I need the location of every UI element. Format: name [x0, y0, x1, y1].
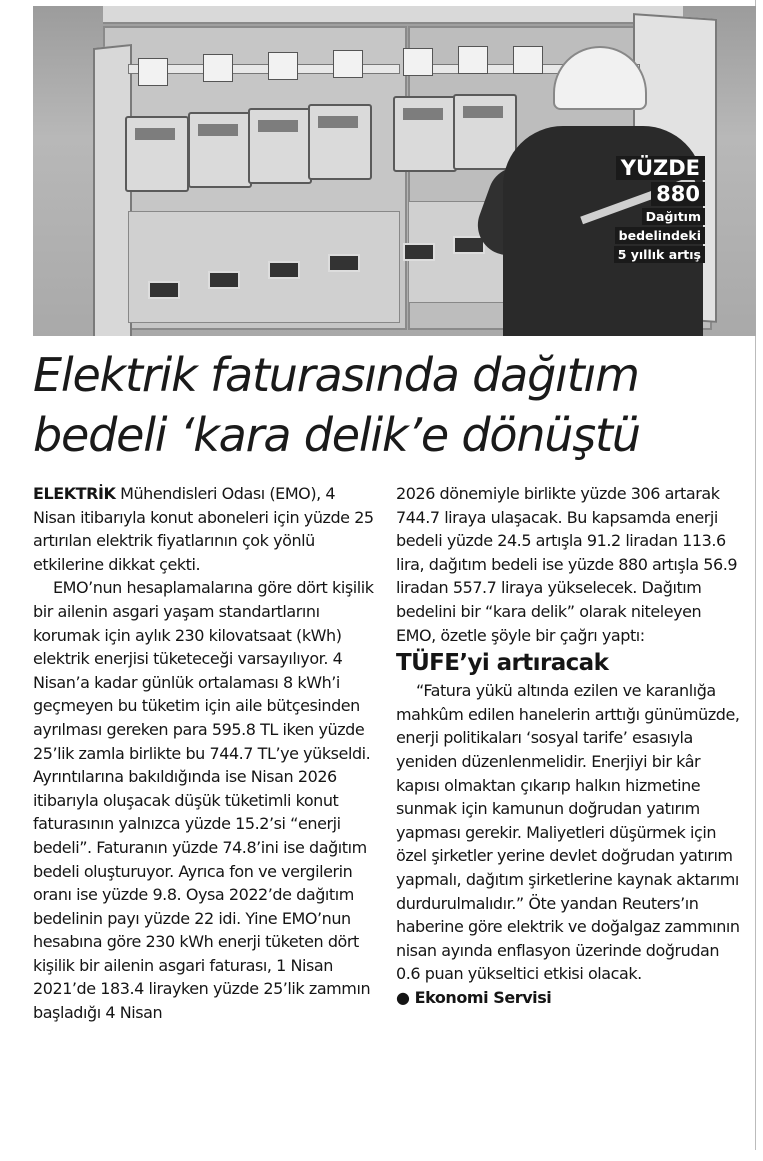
breaker: [458, 46, 488, 74]
electric-meter: [125, 116, 189, 192]
breaker: [403, 48, 433, 76]
article-paragraph: [33, 482, 378, 576]
article-paragraph: “Fatura yükü altında ezilen ve karanlığa mahkûm edilen hanelerin arttığı günümüzde, enerji politikaları ‘sosyal tarife’ esasıyla yeniden düzenlenmelidir. Enerjiyi bir kâr kapısı olmaktan çıkarıp halkın hizmetine sunmak için kamunun doğrudan yatırım yapması gerekir. Maliyetleri düşürmek için özel şirketler yerine devlet doğrudan yatırım yapmalı, dağıtım şirketlerine kaynak aktarımı durdurulmalıdır.” Öte yandan Reuters’ın haberine göre elektrik ve doğalgaz zammının nisan ayında enflasyon üzerinde doğrudan 0.6 puan yükseltici etkisi olacak.: [396, 681, 740, 984]
electric-meter: [308, 104, 372, 180]
badge-caption: 5 yıllık artış: [614, 246, 705, 263]
article-column-right: [396, 482, 742, 1009]
paragraph-text: Mühendisleri Odası (EMO), 4 Nisan itibarıyla konut aboneleri için yüzde 25 artırılan elektrik fiyatlarının çok yönlü etkilerine dikkat çekti.: [33, 484, 374, 574]
panel-slot: [148, 281, 180, 299]
headline: [33, 345, 758, 465]
electric-meter: [453, 94, 517, 170]
byline: ● Ekonomi Servisi: [396, 987, 552, 1007]
breaker: [513, 46, 543, 74]
breaker: [203, 54, 233, 82]
electric-meter: [248, 108, 312, 184]
panel-slot: [403, 243, 435, 261]
stat-badge: [595, 156, 705, 281]
subheading: TÜFE’yi artıracak: [396, 650, 609, 677]
breaker: [138, 58, 168, 86]
badge-caption: Dağıtım: [642, 208, 705, 225]
badge-caption: bedelindeki: [615, 227, 705, 244]
electric-meter: [393, 96, 457, 172]
badge-value: 880: [651, 182, 705, 206]
lead-word: ELEKTRİK: [33, 484, 116, 503]
article-column-left: [33, 482, 378, 1025]
panel-slot: [328, 254, 360, 272]
panel-slot: [268, 261, 300, 279]
breaker: [268, 52, 298, 80]
panel-slot: [208, 271, 240, 289]
electric-meter: [188, 112, 252, 188]
article-paragraph: EMO’nun hesaplamalarına göre dört kişilik bir ailenin asgari yaşam standartlarını korumak için aylık 230 kilovatsaat (kWh) elektrik enerjisi tüketeceği varsayılıyor. 4 Nisan’a kadar günlük ortalaması 8 kWh’i geçmeyen bu tüketim için aile bütçesinden ayrılması gereken para 595.8 TL iken yüzde 25’lik zamla birlikte bu 744.7 TL’ye yükseldi. Ayrıntılarına bakıldığında ise Nisan 2026 itibarıyla oluşacak düşük tüketimli konut faturasının yalnızca yüzde 15.2’si “enerji bedeli”. Faturanın yüzde 74.8’ini ise dağıtım bedeli oluşturuyor. Ayrıca fon ve vergilerin oranı ise yüzde 9.8. Oysa 2022’de dağıtım bedelinin payı yüzde 22 idi. Yine EMO’nun hesabına göre 230 kWh enerji tüketen dört kişilik bir ailenin asgari faturası, 1 Nisan 2021’de 183.4 lirayken yüzde 25’lik zammın başladığı 4 Nisan: [33, 578, 374, 1023]
news-photo: [33, 6, 756, 336]
badge-label: YÜZDE: [616, 156, 705, 180]
article-paragraph: 2026 dönemiyle birlikte yüzde 306 artarak 744.7 liraya ulaşacak. Bu kapsamda enerji bedeli yüzde 24.5 artışla 91.2 liradan 113.6 lira, dağıtım bedeli ise yüzde 880 artışla 56.9 liradan 557.7 liraya yükselecek. Dağıtım bedelini bir “kara delik” olarak niteleyen EMO, özetle şöyle bir çağrı yaptı:: [396, 484, 738, 645]
breaker: [333, 50, 363, 78]
headline-line: bedeli ‘kara delik’e dönüştü: [33, 408, 640, 462]
cabinet-top: [103, 6, 683, 24]
headline-line: Elektrik faturasında dağıtım: [33, 348, 639, 402]
